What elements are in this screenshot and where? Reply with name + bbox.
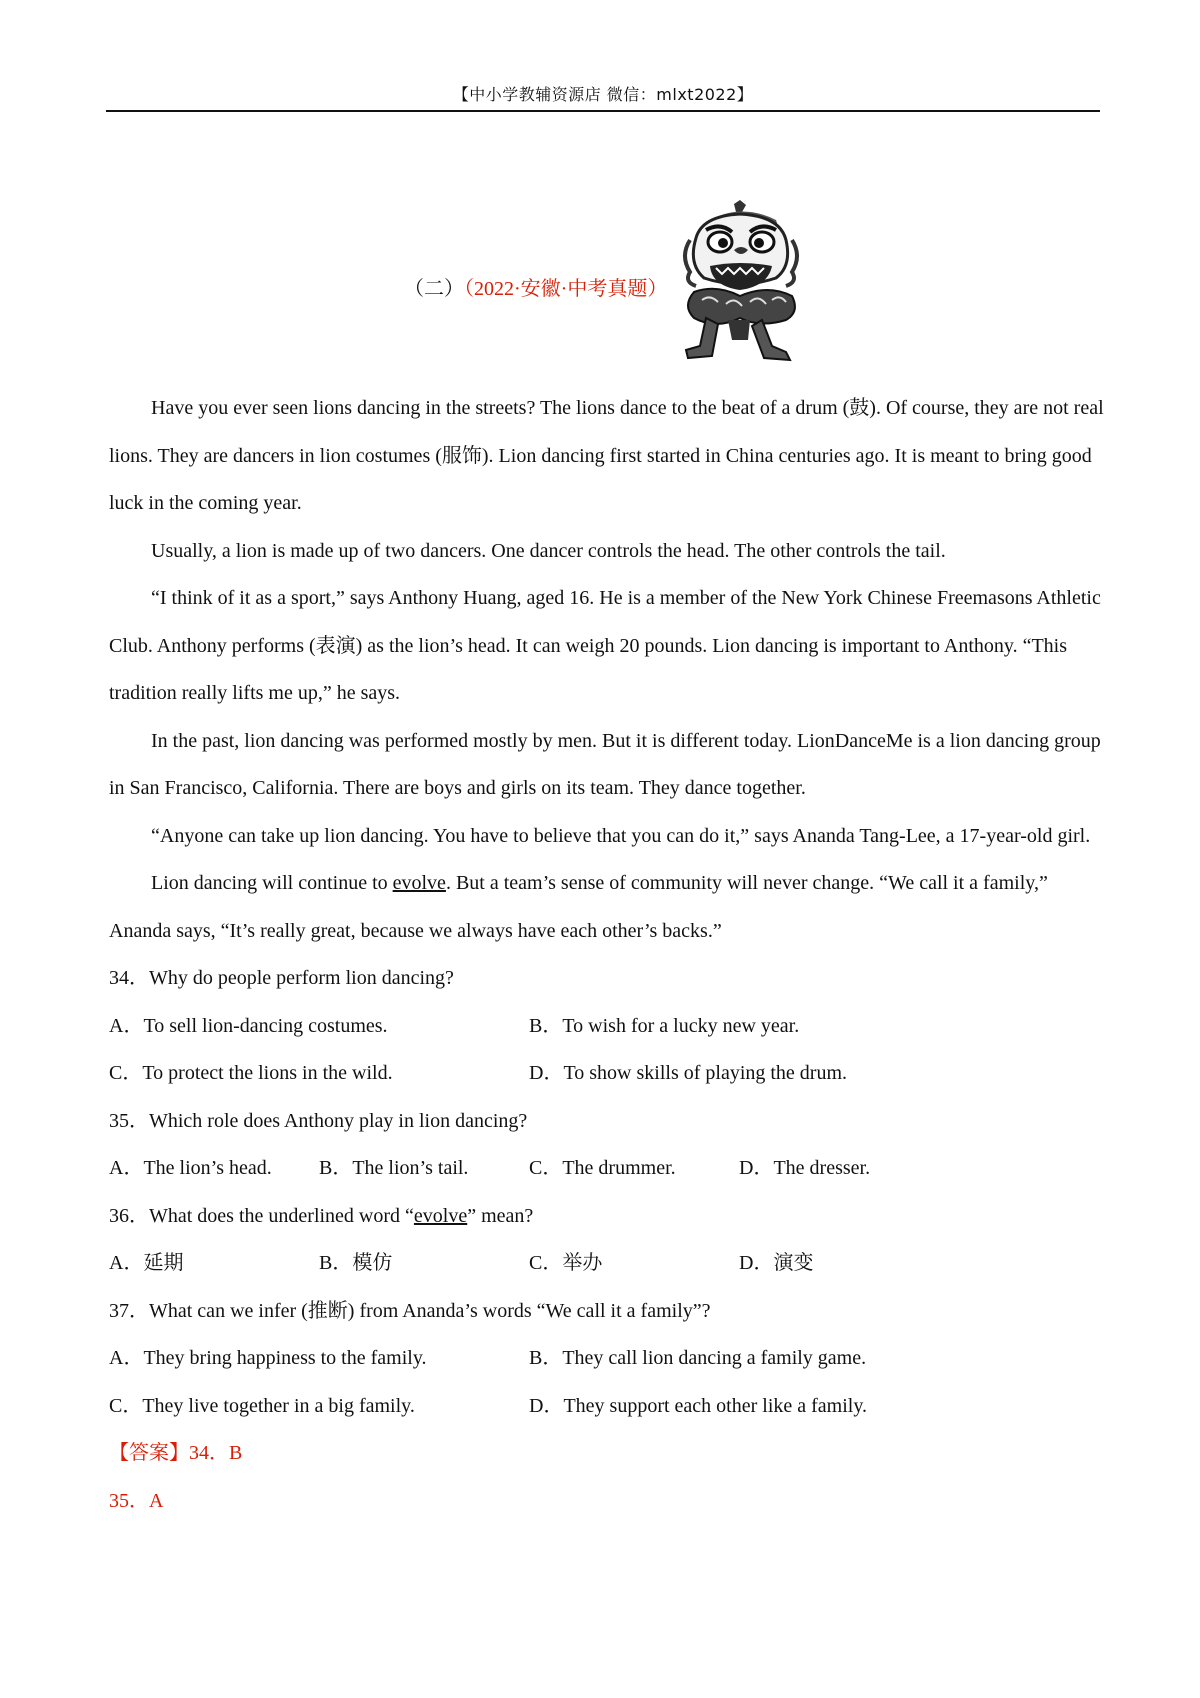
q36-text-before: 36．What does the underlined word “ [109, 1204, 414, 1227]
question-37-option-c: C．They live together in a big family. [109, 1394, 415, 1417]
p6-text-before: Lion dancing will continue to [151, 872, 393, 894]
passage-paragraph-4: In the past, lion dancing was performed mostly by men. But it is different today. LionDanceMe is a lion dancing group in San Francisco, California. There are boys and girls on its team. They dance together. [109, 729, 1101, 799]
answer-line-2: 35．A [109, 1489, 164, 1512]
question-37-options-row-1 [109, 1335, 1109, 1383]
question-36-option-a: A．延期 [109, 1252, 184, 1274]
question-36-option-b: B．模仿 [319, 1252, 393, 1274]
passage-paragraph-2: Usually, a lion is made up of two dancers. One dancer controls the head. The other controls the tail. [151, 539, 946, 562]
p6-text-after: . But a team’s sense of community will never change. “We call it a family,” Ananda says, “It’s really great, because we always have each other’s backs.” [109, 872, 1048, 942]
passage-paragraph-5: “Anyone can take up lion dancing. You have to believe that you can do it,” says Ananda Tang-Lee, a 17-year-old girl. [151, 824, 1091, 847]
question-37-options-row-2 [109, 1383, 1109, 1431]
question-35-option-d: D．The dresser. [739, 1157, 871, 1179]
q36-underlined-word: evolve [413, 1204, 468, 1227]
section-source: （2022·安徽·中考真题） [464, 278, 668, 300]
underlined-word-evolve: evolve [392, 872, 446, 894]
question-34-options-row-2 [109, 1050, 1109, 1098]
passage-paragraph-6 [109, 860, 1109, 955]
question-34-option-d: D．To show skills of playing the drum. [529, 1062, 848, 1084]
question-35-option-a: A．The lion’s head. [109, 1157, 272, 1179]
section-number: （二） [404, 278, 464, 300]
question-34-option-c: C．To protect the lions in the wild. [109, 1062, 393, 1084]
question-36-option-d: D．演变 [739, 1252, 814, 1274]
question-35-stem: 35．Which role does Anthony play in lion dancing? [109, 1109, 528, 1132]
question-36-option-c: C．举办 [529, 1252, 603, 1274]
question-34-stem: 34．Why do people perform lion dancing? [109, 967, 454, 989]
question-34-option-b: B．To wish for a lucky new year. [529, 1014, 800, 1037]
question-37-option-d: D．They support each other like a family. [529, 1394, 868, 1417]
question-34-options-row-1 [109, 1003, 1109, 1051]
question-37-option-a: A．They bring happiness to the family. [109, 1347, 427, 1369]
answer-label: 【答案】34．B [109, 1442, 243, 1464]
q36-text-after: ” mean? [467, 1204, 534, 1227]
main-content [109, 385, 1109, 1525]
question-36-options [109, 1240, 1109, 1288]
passage-paragraph-1: Have you ever seen lions dancing in the streets? The lions dance to the beat of a drum (鼓). Of course, they are not real lions. They are dancers in lion costumes (服饰). Lion dancing first started in China centuries ago. It is meant to bring good luck in the coming year. [109, 397, 1104, 514]
question-35-options [109, 1145, 1109, 1193]
question-36-stem [109, 1193, 1109, 1241]
question-37-stem: 37．What can we infer (推断) from Ananda’s words “We call it a family”? [109, 1299, 711, 1322]
header-rule [106, 110, 1100, 112]
question-34-option-a: A．To sell lion-dancing costumes. [109, 1014, 388, 1037]
question-35-option-c: C．The drummer. [529, 1157, 676, 1179]
passage-paragraph-3: “I think of it as a sport,” says Anthony Huang, aged 16. He is a member of the New York Chinese Freemasons Athletic Club. Anthony performs (表演) as the lion’s head. It can weigh 20 pounds. Lion dancing is important to Anthony. “This tradition really lifts me up,” he says. [109, 587, 1101, 704]
lion-dance-illustration [676, 200, 806, 365]
section-title [404, 272, 667, 301]
page-header: 【中小学教辅资源店 微信：mlxt2022】 [452, 85, 754, 104]
question-37-option-b: B．They call lion dancing a family game. [529, 1347, 867, 1369]
question-35-option-b: B．The lion’s tail. [319, 1157, 469, 1179]
